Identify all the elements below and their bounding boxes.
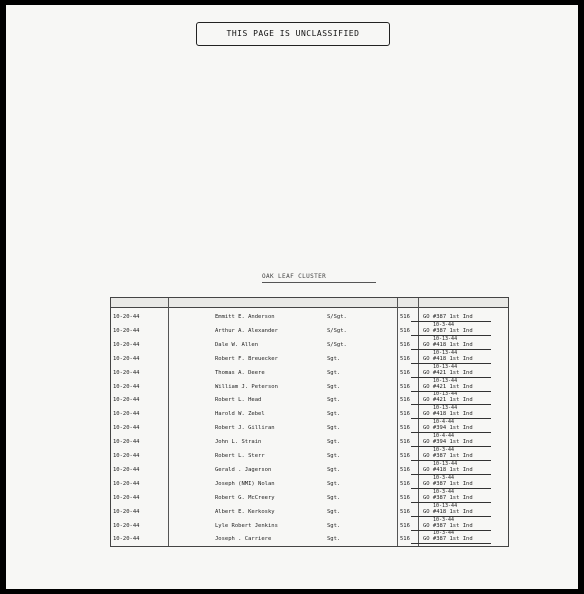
row-date: 10-20-44: [113, 522, 140, 529]
row-order-date: 10-3-44: [433, 447, 455, 453]
row-unit: 516: [400, 341, 410, 348]
row-unit: 516: [400, 453, 410, 459]
row-unit: 516: [400, 522, 410, 529]
row-order-date: 10-3-44: [433, 530, 455, 537]
table-row: [111, 530, 508, 547]
row-grade: Sgt.: [327, 494, 341, 501]
row-order: GO #421 1st Ind: [423, 369, 473, 376]
row-order: GO #387 1st Ind: [423, 480, 473, 487]
row-name: Thomas A. Deere: [215, 369, 265, 376]
row-grade: S/Sgt.: [327, 327, 347, 334]
row-grade: Sgt.: [327, 397, 341, 404]
row-order-date: 10-13-44: [433, 377, 458, 384]
row-unit: 516: [400, 466, 410, 473]
row-order-date: 10-13-44: [433, 391, 458, 398]
row-date: 10-20-44: [113, 439, 140, 446]
row-order-date: 10-3-44: [433, 474, 455, 481]
row-date: 10-20-44: [113, 327, 140, 334]
row-unit: 516: [400, 327, 410, 334]
row-order-date: 10-3-44: [433, 516, 455, 523]
row-date: 10-20-44: [113, 397, 140, 404]
row-order: GO #387 1st Ind: [423, 494, 473, 501]
row-order-date: 10-13-44: [433, 335, 458, 342]
row-date: 10-20-44: [113, 411, 140, 418]
row-unit: 516: [400, 369, 410, 376]
row-unit: 516: [400, 411, 410, 418]
row-order-date: 10-13-44: [433, 502, 458, 509]
row-order-date: 10-13-44: [433, 363, 458, 370]
row-name: Dale W. Allen: [215, 341, 259, 348]
row-grade: S/Sgt.: [327, 314, 347, 320]
row-unit: 516: [400, 439, 410, 446]
row-date: 10-20-44: [113, 494, 140, 501]
row-unit: 516: [400, 480, 410, 487]
section-heading: OAK LEAF CLUSTER: [262, 273, 376, 283]
row-unit: 516: [400, 397, 410, 404]
row-date: 10-20-44: [113, 341, 140, 348]
row-name: John L. Strain: [215, 439, 262, 446]
row-date: 10-20-44: [113, 425, 140, 432]
row-unit: 516: [400, 383, 410, 390]
row-name: Emmitt E. Anderson: [215, 314, 275, 320]
row-date: 10-20-44: [113, 383, 140, 390]
row-name: Robert J. Gilliran: [215, 425, 275, 432]
row-grade: Sgt.: [327, 536, 341, 543]
row-grade: Sgt.: [327, 383, 341, 390]
row-unit: 516: [400, 425, 410, 432]
row-name: Albert E. Kerkosky: [215, 508, 275, 515]
row-grade: Sgt.: [327, 439, 341, 446]
row-name: Robert L. Sterr: [215, 453, 265, 459]
row-name: Robert G. McCreery: [215, 494, 275, 501]
row-name: Gerald . Jagerson: [215, 466, 272, 473]
row-underline: [411, 543, 491, 544]
row-unit: 516: [400, 494, 410, 501]
row-date: 10-20-44: [113, 508, 140, 515]
row-order-date: 10-3-44: [433, 321, 455, 328]
row-date: 10-20-44: [113, 453, 140, 459]
row-name: Joseph (NMI) Nolan: [215, 480, 275, 487]
row-order: GO #418 1st Ind: [423, 341, 473, 348]
row-order: GO #418 1st Ind: [423, 411, 473, 418]
row-grade: Sgt.: [327, 508, 341, 515]
row-order: GO #421 1st Ind: [423, 397, 473, 404]
row-order: GO #387 1st Ind: [423, 327, 473, 334]
row-order: GO #418 1st Ind: [423, 355, 473, 362]
row-name: Joseph . Carriere: [215, 536, 272, 543]
row-date: 10-20-44: [113, 480, 140, 487]
row-unit: 516: [400, 314, 410, 320]
row-date: 10-20-44: [113, 355, 140, 362]
document-page: [6, 5, 578, 589]
row-order: GO #421 1st Ind: [423, 383, 473, 390]
row-order: GO #387 1st Ind: [423, 522, 473, 529]
row-name: Lyle Robert Jenkins: [215, 522, 278, 529]
row-grade: Sgt.: [327, 466, 341, 473]
row-grade: Sgt.: [327, 355, 341, 362]
row-grade: Sgt.: [327, 425, 341, 432]
row-order-date: 10-4-44: [433, 419, 455, 426]
row-order-date: 10-13-44: [433, 349, 458, 356]
row-name: William J. Peterson: [215, 383, 278, 390]
row-name: Robert F. Breuecker: [215, 355, 278, 362]
row-order-date: 10-13-44: [433, 405, 458, 412]
row-grade: Sgt.: [327, 453, 341, 459]
row-unit: 516: [400, 508, 410, 515]
row-order: GO #387 1st Ind: [423, 453, 473, 459]
row-date: 10-20-44: [113, 314, 140, 320]
row-order: GO #418 1st Ind: [423, 508, 473, 515]
row-order: GO #387 1st Ind: [423, 536, 473, 543]
row-unit: 516: [400, 355, 410, 362]
row-name: Robert L. Head: [215, 397, 262, 404]
table-header: [111, 298, 508, 308]
row-name: Arthur A. Alexander: [215, 327, 278, 334]
row-grade: Sgt.: [327, 480, 341, 487]
row-order-date: 10-13-44: [433, 460, 458, 467]
row-date: 10-20-44: [113, 369, 140, 376]
row-grade: S/Sgt.: [327, 341, 347, 348]
classification-banner: THIS PAGE IS UNCLASSIFIED: [196, 22, 390, 46]
row-date: 10-20-44: [113, 466, 140, 473]
row-order: GO #387 1st Ind: [423, 314, 473, 320]
row-order: GO #418 1st Ind: [423, 466, 473, 473]
row-grade: Sgt.: [327, 411, 341, 418]
row-order-date: 10-4-44: [433, 433, 455, 440]
row-date: 10-20-44: [113, 536, 140, 543]
row-grade: Sgt.: [327, 522, 341, 529]
row-order: GO #394 1st Ind: [423, 439, 473, 446]
row-unit: 516: [400, 536, 410, 543]
row-order: GO #394 1st Ind: [423, 425, 473, 432]
row-grade: Sgt.: [327, 369, 341, 376]
row-name: Harold W. Zebel: [215, 411, 265, 418]
row-order-date: 10-3-44: [433, 488, 455, 495]
roster-table: [110, 297, 509, 547]
